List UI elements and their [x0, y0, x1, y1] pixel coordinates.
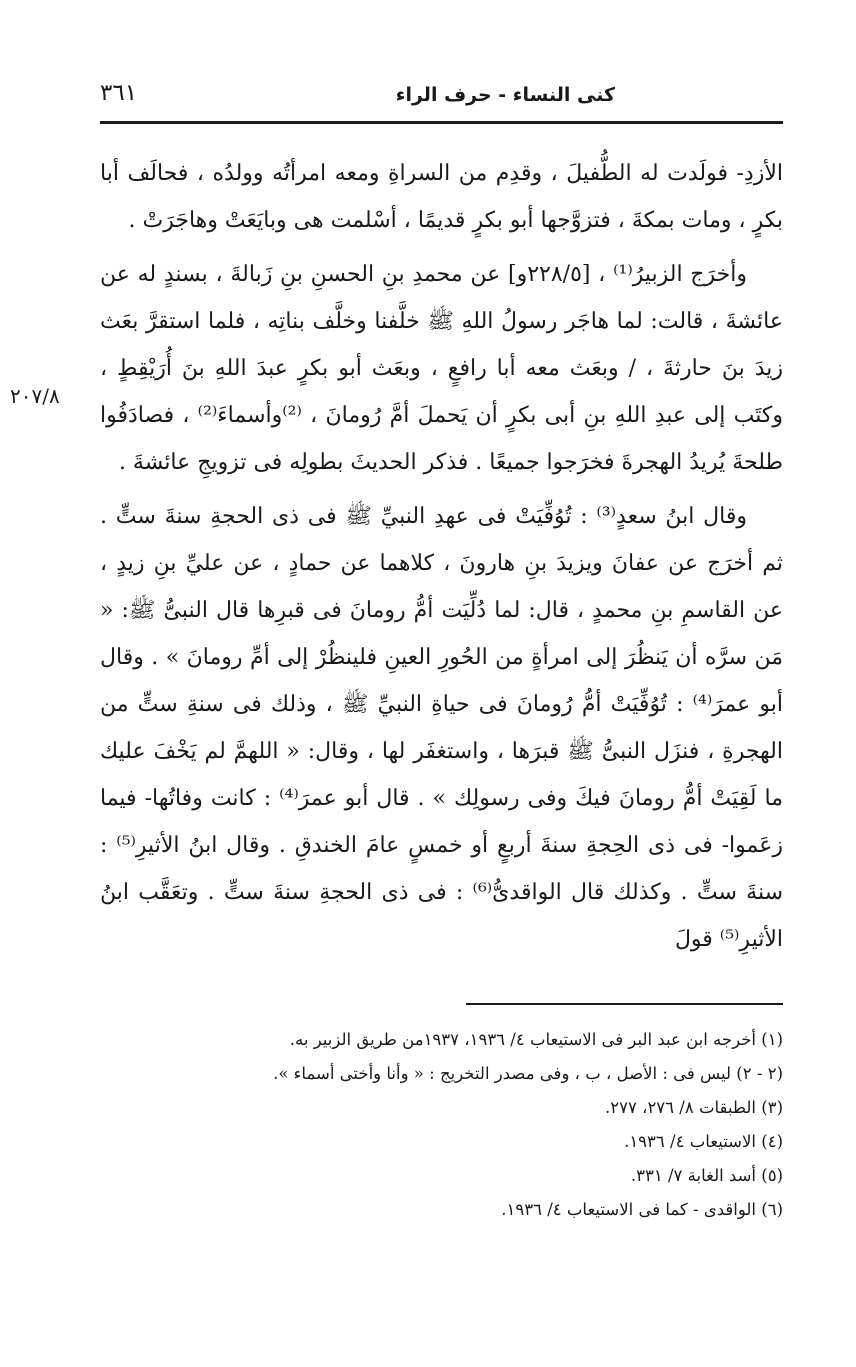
- paragraph: وأخرَج الزبيرُ⁽¹⁾ ، [٢٢٨/٥و] عن محمدِ بنِ الحسنِ بنِ زَبالةَ ، بسندٍ له عن عائشةَ ، قالت: لما هاجَر رسولُ اللهِ ﷺ خلَّفنا وخلَّف بناتِه ، فلما استقرَّ بعَث زيدَ بنَ حارثةَ ، / وبعَث معه أبا رافعٍ ، وبعَث أبو بكرٍ عبدَ اللهِ بنَ أُرَيْقِطٍ ، وكتَب إلى عبدِ اللهِ بنِ أبى بكرٍ أن يَحملَ أمَّ رُومانَ ، ⁽²⁾وأسماءَ⁽²⁾ ، فصادَفُوا طلحةَ يُريدُ الهجرةَ فخرَجوا جميعًا . فذكر الحديثَ بطولِه فى تزويجِ عائشةَ .: [100, 262, 783, 475]
- footnotes: [100, 1023, 783, 1227]
- page-number: ٣٦١: [100, 80, 138, 106]
- header-divider: [100, 121, 783, 124]
- footnote: (١) أخرجه ابن عبد البر فى الاستيعاب ٤/ ١٩٣٦، ١٩٣٧من طريق الزبير به.: [289, 1030, 783, 1049]
- footnote: (٣) الطبقات ٨/ ٢٧٦، ٢٧٧.: [605, 1098, 783, 1117]
- footnote: (٢ - ٢) ليس فى : الأصل ، ب ، وفى مصدر التخريج : « وأنا وأختى أسماء ».: [273, 1064, 783, 1083]
- main-text: [100, 150, 783, 970]
- chapter-title: كنى النساء - حرف الراء: [395, 84, 615, 106]
- margin-reference: ٢٠٧/٨: [10, 384, 60, 408]
- footnote: (٥) أسد الغابة ٧/ ٣٣١.: [630, 1166, 783, 1185]
- footnote: (٦) الواقدى - كما فى الاستيعاب ٤/ ١٩٣٦.: [501, 1200, 783, 1219]
- paragraph: الأزدِ- فولَدت له الطُّفيلَ ، وقدِم من السراةِ ومعه امرأتُه وولدُه ، فحالَف أبا بكرٍ ، ومات بمكةَ ، فتزوَّجها أبو بكرٍ قديمًا ، أسْلمت هى وبايَعَتْ وهاجَرَتْ .: [100, 161, 783, 233]
- footnote-divider: [466, 1003, 783, 1005]
- paragraph: وقال ابنُ سعدٍ⁽³⁾ : تُوُفِّيَتْ فى عهدِ النبيِّ ﷺ فى ذى الحجةِ سنةَ ستٍّ . ثم أخرَج عن عفانَ ويزيدَ بنِ هارونَ ، كلاهما عن حمادٍ ، عن عليِّ بنِ زيدٍ ، عن القاسمِ بنِ محمدٍ ، قال: لما دُلِّيَت أمُّ رومانَ فى قبرِها قال النبىُّ ﷺ: « مَن سرَّه أن يَنظُرَ إلى امرأةٍ من الحُورِ العينِ فلينظُرْ إلى أمِّ رومانَ » . وقال أبو عمرَ⁽⁴⁾ : تُوُفِّيَتْ أمُّ رُومانَ فى حياةِ النبيِّ ﷺ ، وذلك فى سنةِ ستٍّ من الهجرةِ ، فنزَل النبىُّ ﷺ قبرَها ، واستغفَر لها ، وقال: « اللهمَّ لم يَخْفَ عليك ما لَقِيَتْ أمُّ رومانَ فيكَ وفى رسولِك » . قال أبو عمرَ⁽⁴⁾ : كانت وفاتُها- فيما زعَموا- فى ذى الحِجةِ سنةَ أربعٍ أو خمسٍ عامَ الخندقِ . وقال ابنُ الأثيرِ⁽⁵⁾ : سنةَ ستٍّ . وكذلك قال الواقدىُّ⁽⁶⁾ : فى ذى الحجةِ سنةَ ستٍّ . وتعَقَّب ابنُ الأثيرِ⁽⁵⁾ قولَ: [100, 504, 784, 952]
- footnote: (٤) الاستيعاب ٤/ ١٩٣٦.: [624, 1132, 783, 1151]
- running-header: [100, 78, 783, 116]
